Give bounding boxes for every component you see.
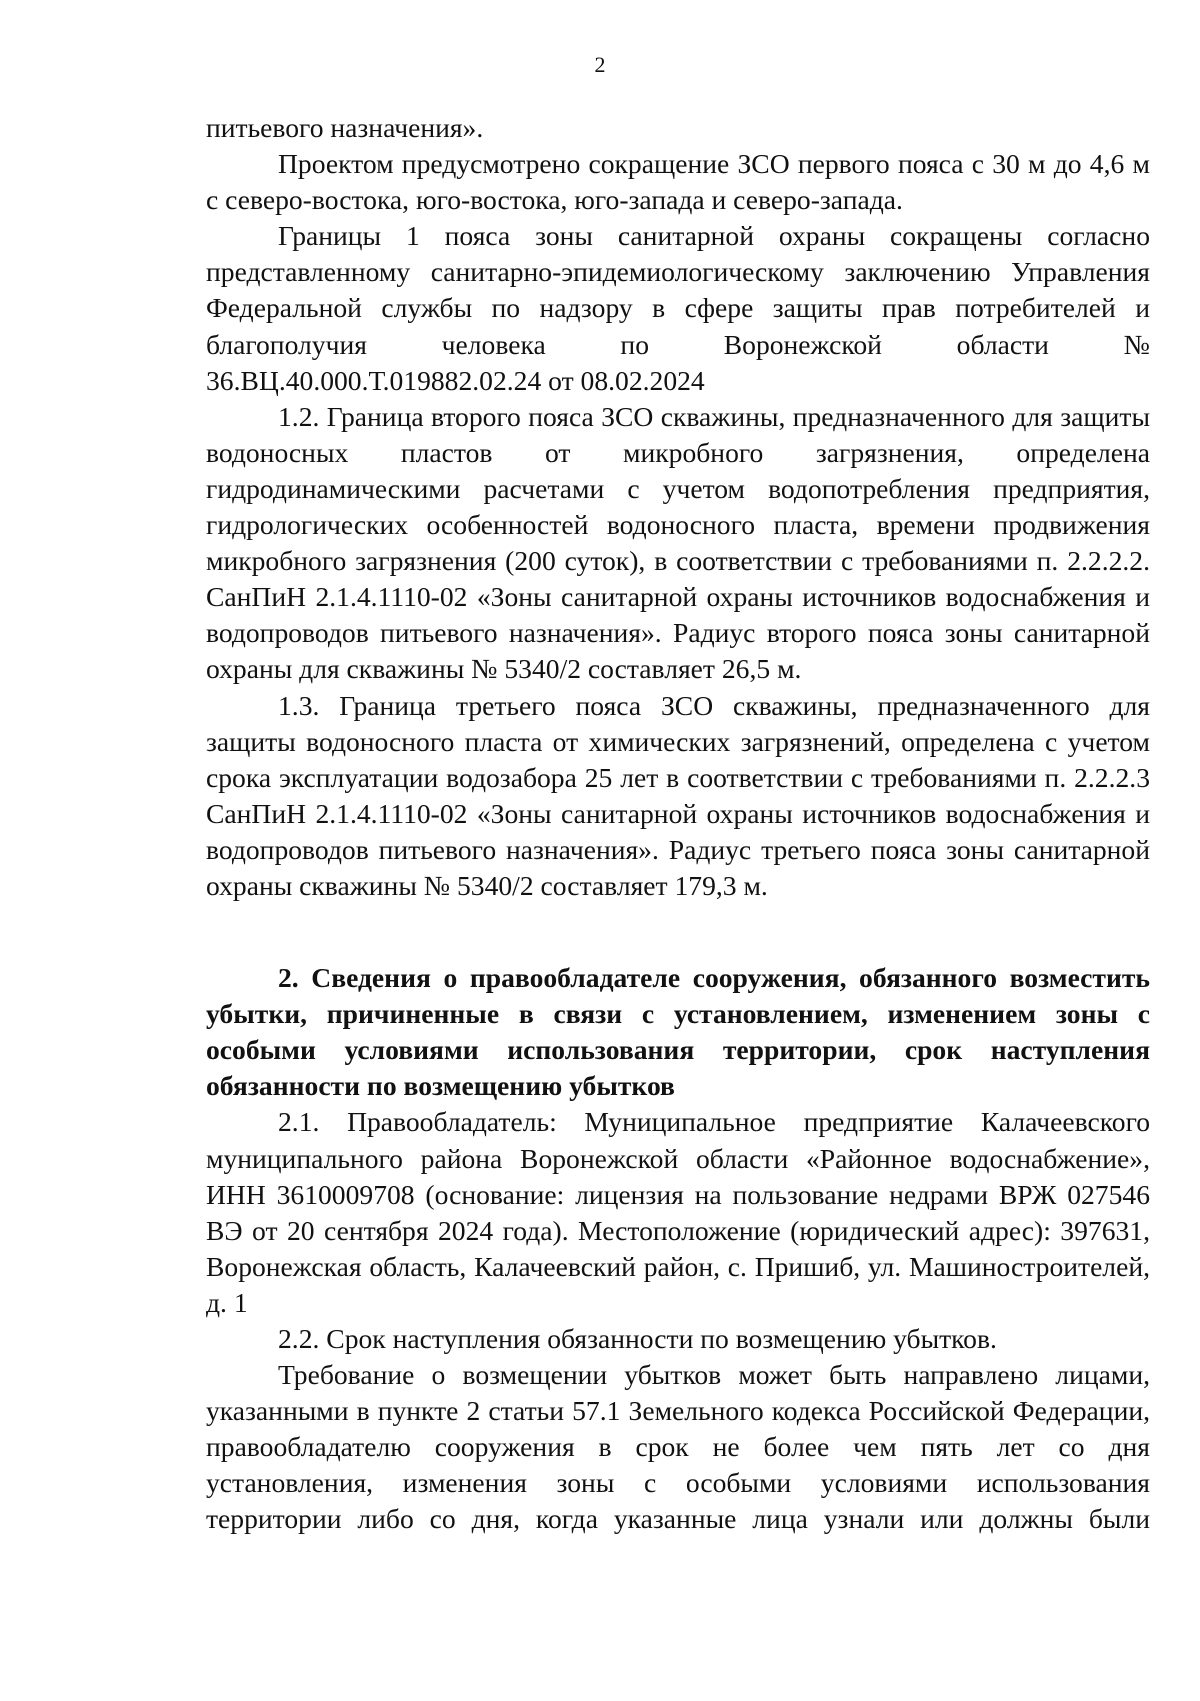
- paragraph-2-1-rights-holder: 2.1. Правообладатель: Муниципальное предприятие Калачеевского муниципального района Воронежской области «Районное водоснабжение», ИНН 3610009708 (основание: лицензия на пользование недрами ВРЖ 027546 ВЭ от 20 сентября 2024 года). Местоположение (юридический адрес): 397631, Воронежская область, Калачеевский район, с. Пришиб, ул. Машиностроителей, д. 1: [206, 1106, 1150, 1318]
- paragraph-first-belt-boundaries: Границы 1 пояса зоны санитарной охраны сокращены согласно представленному санитарно-эпидемиологическому заключению Управления Федеральной службы по надзору в сфере защиты прав потребителей и благополучия человека по Воронежской области № 36.ВЦ.40.000.Т.019882.02.24 от 08.02.2024: [206, 220, 1150, 396]
- paragraph-compensation-claim: Требование о возмещении убытков может быть направлено лицами, указанными в пункте 2 статьи 57.1 Земельного кодекса Российской Федерации, правообладателю сооружения в срок не более чем пять лет со дня установления, изменения зоны с особыми условиями использования территории либо со дня, когда указанные лица узнали или должны были: [206, 1359, 1150, 1535]
- paragraph-1-3-third-belt: 1.3. Граница третьего пояса ЗСО скважины, предназначенного для защиты водоносного пласта от химических загрязнений, определена с учетом срока эксплуатации водозабора 25 лет в соответствии с требованиями п. 2.2.2.3 СанПиН 2.1.4.1110-02 «Зоны санитарной охраны источников водоснабжения и водопроводов питьевого назначения». Радиус третьего пояса зоны санитарной охраны скважины № 5340/2 составляет 179,3 м.: [206, 689, 1150, 901]
- paragraph-continuation: питьевого назначения».: [206, 112, 484, 143]
- paragraph-1-2-second-belt: 1.2. Граница второго пояса ЗСО скважины, предназначенного для защиты водоносных пластов от микробного загрязнения, определена гидродинамическими расчетами с учетом водопотребления предприятия, гидрологических особенностей водоносного пласта, времени продвижения микробного загрязнения (200 суток), в соответствии с требованиями п. 2.2.2.2. СанПиН 2.1.4.1110-02 «Зоны санитарной охраны источников водоснабжения и водопроводов питьевого назначения». Радиус второго пояса зоны санитарной охраны для скважины № 5340/2 составляет 26,5 м.: [206, 400, 1150, 685]
- section-spacer: [206, 932, 1150, 960]
- paragraph-reduction: Проектом предусмотрено сокращение ЗСО первого пояса с 30 м до 4,6 м с северо-востока, юго-востока, юго-запада и северо-запада.: [206, 148, 1150, 216]
- document-body: [206, 110, 1150, 1538]
- section-2-heading: 2. Сведения о правообладателе сооружения, обязанного возместить убытки, причиненные в связи с установлением, изменением зоны с особыми условиями использования территории, срок наступления обязанности по возмещению убытков: [206, 962, 1150, 1102]
- paragraph-2-2-deadline: 2.2. Срок наступления обязанности по возмещению убытков.: [278, 1323, 997, 1354]
- section-spacer: [206, 904, 1150, 932]
- page-number: 2: [594, 52, 606, 77]
